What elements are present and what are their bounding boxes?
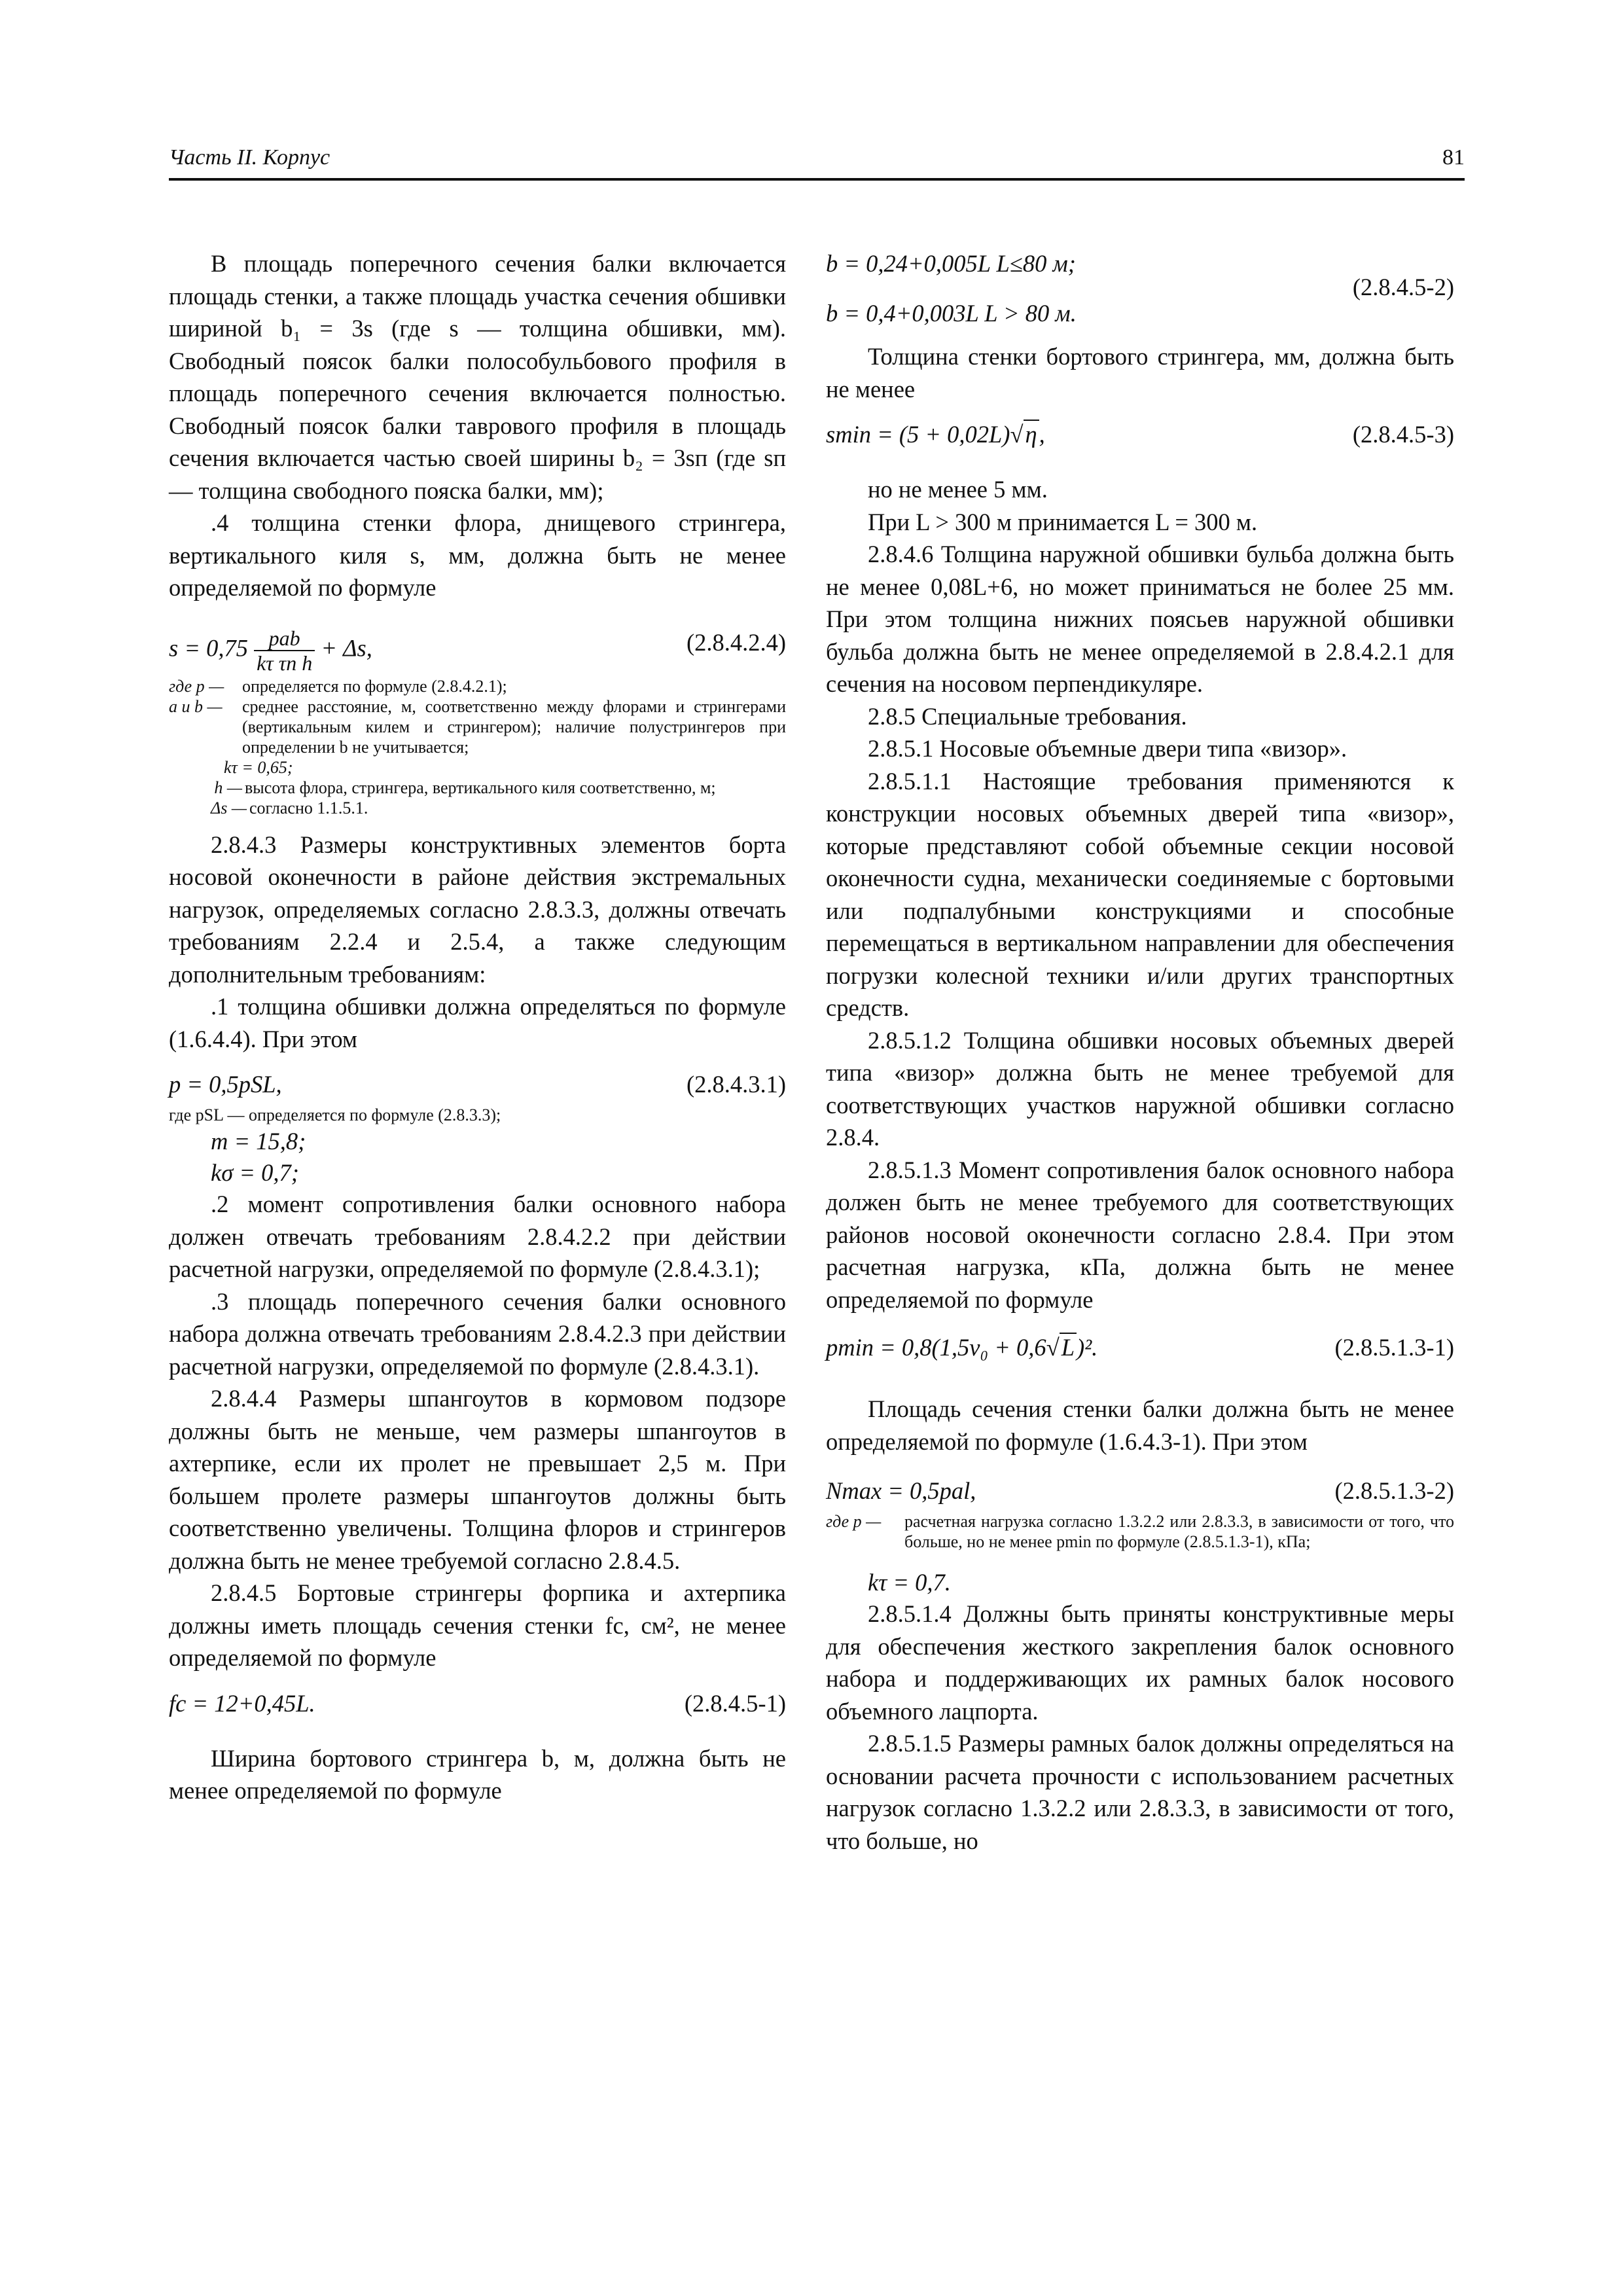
paragraph: 2.8.4.4 Размеры шпангоутов в кормовом подзоре должны быть не меньше, чем размеры шпангоутов в ахтерпике, если их пролет не превышает 2,5 м. При большем пролете размеры шпангоутов должны быть соответственно увеличены. Толщина флоров и стрингеров должна быть не менее требуемой согласно 2.8.4.5. [169,1385,786,1574]
formula-body: Nmax = 0,5pal, [826,1477,976,1504]
formula-body: p = 0,5pSL, [169,1071,282,1098]
formula-number: (2.8.4.2.4) [686,628,786,656]
paragraph: .4 толщина стенки флора, днищевого стрингера, вертикального киля s, мм, должна быть не менее определяемой по формуле [169,509,786,601]
paragraph: Толщина стенки бортового стрингера, мм, должна быть не менее [826,343,1454,403]
sqrt-argument: η [1024,420,1039,448]
definitions-list [169,676,786,818]
def-text: согласно 1.1.5.1. [249,798,368,817]
def-symbol: где p — [826,1512,882,1531]
formula-2-8-5-1-3-2 [826,1475,1454,1507]
definition: где pSL — определяется по формуле (2.8.3.3); [169,1105,501,1124]
formula-number: (2.8.4.3.1) [686,1071,786,1098]
formula-line-1: b = 0,24+0,005L L≤80 м; [826,250,1076,277]
def-symbol: a и b — [169,696,223,716]
formula-body: fс = 12+0,45L. [169,1689,315,1717]
formula-2-8-5-1-3-1: pmin = 0,8(1,5v₀ + 0,6√L)². (2.8.5.1.3-1) [826,1331,1454,1364]
header-rule [169,178,1465,181]
formula-lhs: pmin = 0,8(1,5v₀ + 0,6 [826,1334,1046,1361]
paragraph: 2.8.4.5 Бортовые стрингеры форпика и ахтерпика должны иметь площадь сечения стенки fс, см², не менее определяемой по формуле [169,1579,786,1671]
left-column [169,247,786,1807]
def-text [293,757,786,778]
paragraph: 2.8.5.1.5 Размеры рамных балок должны определяться на основании расчета прочности с использованием расчетных нагрузок согласно 1.3.2.2 или 2.8.3.3, в зависимости от того, что больше, но [826,1730,1454,1854]
fraction-numerator: pab [254,626,315,651]
formula-2-8-4-5-1 [169,1687,786,1720]
formula-number: (2.8.4.5-3) [1352,421,1454,448]
page-header [169,141,1465,178]
def-symbol: где p — [169,676,224,696]
paragraph: 2.8.5.1.3 Момент сопротивления балок основного набора должен быть не менее требуемого для соответствующих районов носовой оконечности согласно 2.8.4. При этом расчетная нагрузка, кПа, должна быть не менее определяемой по формуле [826,1156,1454,1313]
paragraph: .3 площадь поперечного сечения балки основного набора должна отвечать требованиям 2.8.4.2.3 при действии расчетной нагрузки, определяемой по формуле (2.8.4.3.1). [169,1287,786,1380]
formula-line-2: b = 0,4+0,003L L > 80 м. [826,300,1077,327]
def-symbol: kτ = 0,65; [224,757,293,777]
paragraph: Площадь сечения стенки балки должна быть не менее определяемой по формуле (1.6.4.3-1). При этом [826,1395,1454,1455]
formula-number: (2.8.5.1.3-1) [1334,1334,1454,1361]
sqrt-sign: √ [1046,1334,1060,1361]
right-column [826,247,1454,1857]
def-text: определяется по формуле (2.8.4.2.1); [242,676,507,696]
formula-number: (2.8.4.5-2) [1352,274,1454,300]
formula-rhs: + Δs, [321,634,372,661]
def-symbol: h — [214,778,242,797]
definitions-list [826,1511,1454,1552]
paragraph: 2.8.5.1.1 Настоящие требования применяются к конструкции носовых объемных дверей типа «визор», которые представляют собой объемные секции носовой оконечности судна, механически соединяемые с бортовыми или подпалубными конструкциями и способные перемещаться в вертикальном направлении для обеспечения погрузки колесной техники и/или других транспортных средств. [826,767,1454,1021]
formula-number: (2.8.5.1.3-2) [1334,1477,1454,1504]
formula-lhs: smin = (5 + 0,02L) [826,421,1010,448]
def-text: высота флора, стрингера, вертикального киля соответственно, м; [245,778,716,797]
paragraph: 2.8.5.1.4 Должны быть приняты конструктивные меры для обеспечения жесткого закрепления балок основного набора и поддерживающих их рамных балок носового объемного лацпорта. [826,1600,1454,1725]
def-text: среднее расстояние, м, соответственно между флорами и стрингерами (вертикальным килем и стрингером); наличие полустрингеров при определении b не учитывается; [242,696,786,757]
formula-2-8-4-5-3: smin = (5 + 0,02L)√η, (2.8.4.5-3) [826,418,1454,451]
paragraph: .2 момент сопротивления балки основного набора должен отвечать требованиям 2.8.4.2.2 при действии расчетной нагрузки, определяемой по формуле (2.8.4.3.1); [169,1191,786,1282]
page-number: 81 [1442,145,1465,170]
def-text: расчетная нагрузка согласно 1.3.2.2 или 2.8.3.3, в зависимости от того, что больше, но не менее pmin по формуле (2.8.5.1.3-1), кПа; [904,1512,1454,1551]
subsection-heading: 2.8.5.1 Носовые объемные двери типа «визор». [868,735,1347,762]
sqrt-argument: L [1060,1333,1077,1361]
formula-2-8-4-3-1 [169,1068,786,1101]
m-value: m = 15,8; [211,1128,306,1155]
paragraph: При L > 300 м принимается L = 300 м. [868,508,1258,535]
formula-lhs: s = 0,75 [169,634,248,661]
paragraph: .1 толщина обшивки должна определяться по формуле (1.6.4.4). При этом [169,993,786,1052]
formula-number: (2.8.4.5-1) [684,1689,786,1717]
def-symbol: Δs — [211,798,247,817]
paragraph: 2.8.5.1.2 Толщина обшивки носовых объемных дверей типа «визор» должна быть не менее требуемой для соответствующих участков наружной обшивки согласно 2.8.4. [826,1026,1454,1151]
paragraph: 2.8.4.3 Размеры конструктивных элементов борта носовой оконечности в районе действия экстремальных нагрузок, определяемых согласно 2.8.3.3, должны отвечать требованиям 2.2.4 и 2.5.4, а также следующим дополнительным требованиям: [169,831,786,988]
k-tau-value: kτ = 0,7. [868,1569,951,1596]
running-title: Часть II. Корпус [169,145,330,170]
formula-2-8-4-2-4 [169,613,786,673]
section-heading: 2.8.5 Специальные требования. [868,702,1187,730]
paragraph: В площадь поперечного сечения балки включается площадь стенки, а также площадь участка сечения обшивки шириной b₁ = 3s (где s — толщина обшивки, мм). Свободный поясок балки полособульбового профиля в площадь поперечного сечения включается полностью. Свободный поясок балки таврового профиля в площадь сечения включается частью своей ширины b₂ = 3sп (где sп — толщина свободного пояска балки, мм); [169,250,786,504]
paragraph: Ширина бортового стрингера b, м, должна быть не менее определяемой по формуле [169,1744,786,1804]
formula-2-8-4-5-2 [826,247,1454,330]
sqrt-sign: √ [1010,421,1024,448]
fraction [254,626,315,675]
fraction-denominator: kτ τп h [257,651,313,675]
paragraph: но не менее 5 мм. [868,476,1048,503]
paragraph: 2.8.4.6 Толщина наружной обшивки бульба должна быть не менее 0,08L+6, но может приниматься не более 25 мм. При этом толщина нижних поясьев наружной обшивки бульба должна быть не менее определяемой в 2.8.4.2.1 для сечения на носовом перпендикуляре. [826,541,1454,697]
k-sigma-value: kσ = 0,7; [211,1159,299,1186]
